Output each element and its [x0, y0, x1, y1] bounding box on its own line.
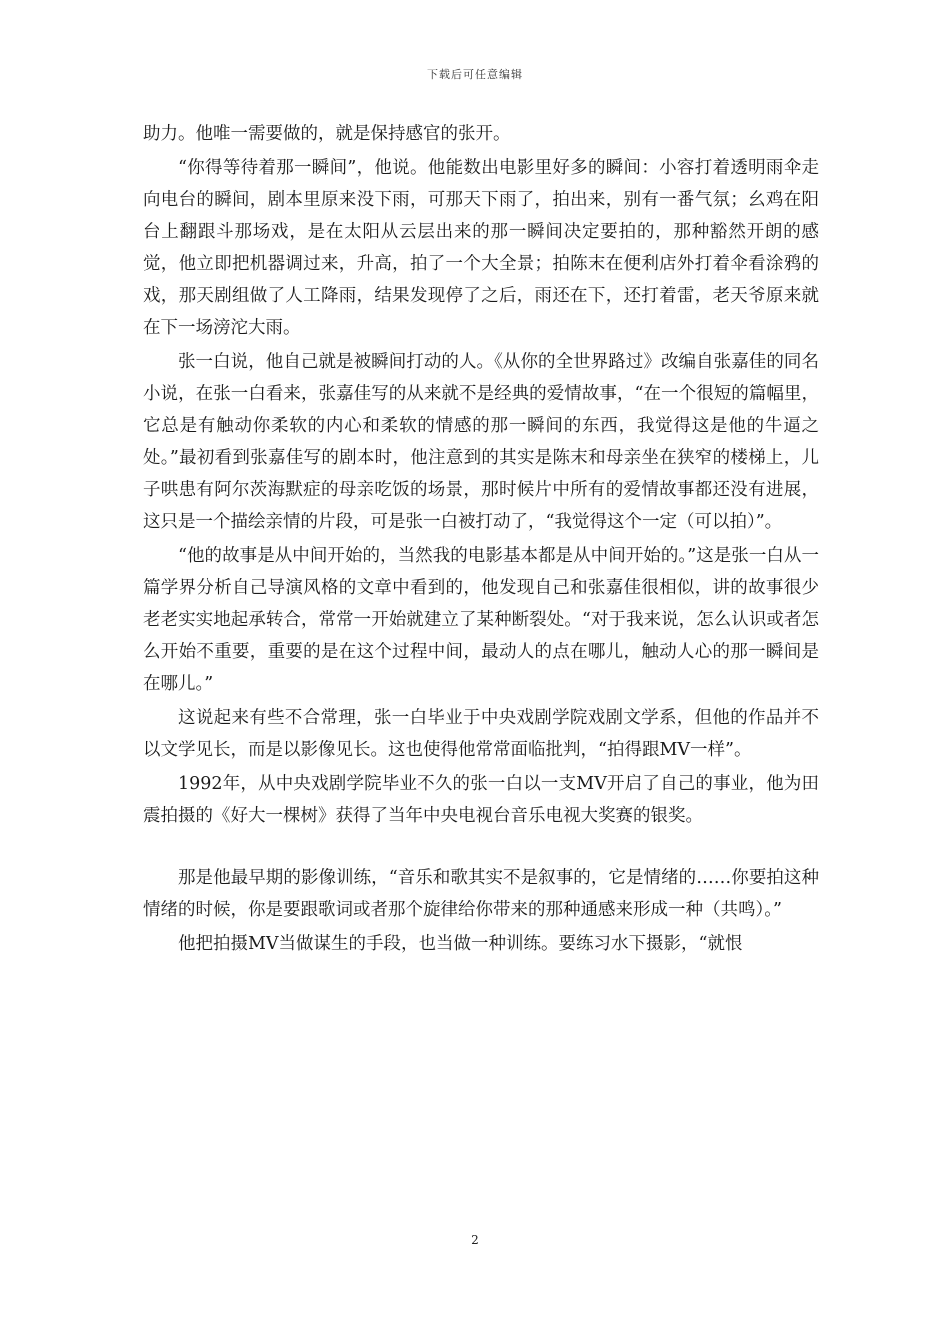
paragraph: 助力。他唯一需要做的，就是保持感官的张开。 — [143, 124, 511, 144]
paragraph: 他把拍摄MV当做谋生的手段，也当做一种训练。要练习水下摄影，“就恨 — [178, 934, 743, 954]
page-number: 2 — [471, 1233, 479, 1247]
paragraph: “你得等待着那一瞬间”，他说。他能数出电影里好多的瞬间：小容打着透明雨伞走向电台的瞬间，剧本里原来没下雨，可那天下雨了，拍出来，别有一番气氛；幺鸡在阳台上翻跟斗那场戏，是在太阳从云层出来的那一瞬间决定要拍的，那种豁然开朗的感觉，他立即把机器调过来，升高，拍了一个大全景；拍陈末在便利店外打着伞看涂鸦的戏，那天剧组做了人工降雨，结果发现停了之后，雨还在下，还打着雷，老天爷原来就在下一场滂沱大雨。 — [143, 158, 819, 338]
paragraph: “他的故事是从中间开始的，当然我的电影基本都是从中间开始的。”这是张一白从一篇学界分析自己导演风格的文章中看到的，他发现自己和张嘉佳很相似，讲的故事很少老老实实地起承转合，常常一开始就建立了某种断裂处。“对于我来说，怎么认识或者怎么开始不重要，重要的是在这个过程中间，最动人的点在哪儿，触动人心的那一瞬间是在哪儿。” — [143, 546, 819, 694]
paragraph: 那是他最早期的影像训练，“音乐和歌其实不是叙事的，它是情绪的……你要拍这种情绪的时候，你是要跟歌词或者那个旋律给你带来的那种通感来形成一种（共鸣）。” — [143, 868, 819, 920]
paragraph: 1992年，从中央戏剧学院毕业不久的张一白以一支MV开启了自己的事业，他为田震拍摄的《好大一棵树》获得了当年中央电视台音乐电视大奖赛的银奖。 — [143, 774, 819, 826]
paragraph: 这说起来有些不合常理，张一白毕业于中央戏剧学院戏剧文学系，但他的作品并不以文学见长，而是以影像见长。这也使得他常常面临批判，“拍得跟MV一样”。 — [143, 708, 819, 760]
document-body — [143, 118, 819, 962]
page-header: 下载后可任意编辑 — [427, 68, 523, 81]
paragraph: 张一白说，他自己就是被瞬间打动的人。《从你的全世界路过》改编自张嘉佳的同名小说，在张一白看来，张嘉佳写的从来就不是经典的爱情故事，“在一个很短的篇幅里，它总是有触动你柔软的内心和柔软的情感的那一瞬间的东西，我觉得这是他的牛逼之处。”最初看到张嘉佳写的剧本时，他注意到的其实是陈末和母亲坐在狭窄的楼梯上，儿子哄患有阿尔茨海默症的母亲吃饭的场景，那时候片中所有的爱情故事都还没有进展，这只是一个描绘亲情的片段，可是张一白被打动了，“我觉得这个一定（可以拍）”。 — [143, 352, 819, 532]
